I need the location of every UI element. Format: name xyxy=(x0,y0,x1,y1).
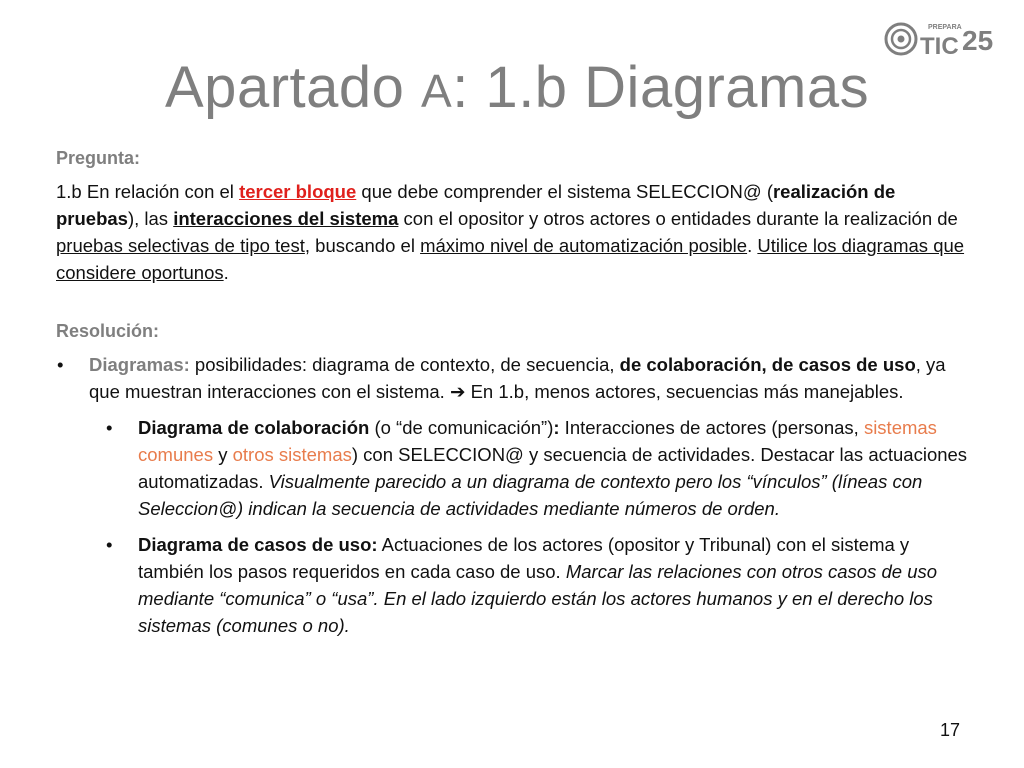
bullet-colaboracion xyxy=(56,414,976,522)
text: que debe comprender el sistema SELECCION@ ( xyxy=(356,181,773,202)
page-number: 17 xyxy=(940,720,961,740)
bullet-diagramas xyxy=(56,351,976,405)
resolucion-label: Resolución: xyxy=(56,321,160,341)
logo-small-text: PREPARA xyxy=(928,24,962,31)
text: y xyxy=(213,444,233,465)
underline-utilice: Utilice los diagramas que considere oportunos xyxy=(56,235,965,283)
orange-sistemas-comunes: sistemas comunes xyxy=(138,417,937,465)
bullet-head: Diagrama de casos de uso: xyxy=(138,534,378,555)
text: En 1.b, menos actores, secuencias más manejables. xyxy=(465,381,904,402)
text: ) con SELECCION@ y secuencia de actividades. Destacar las actuaciones automatizadas. xyxy=(138,444,968,492)
content xyxy=(56,148,976,639)
title-part-a: Apartado xyxy=(165,55,422,120)
underline-pruebas: pruebas selectivas de tipo test xyxy=(56,235,305,256)
bullet-dot: • xyxy=(106,417,113,438)
text: posibilidades: diagrama de contexto, de secuencia, xyxy=(189,354,620,375)
bold-realizacion: realización de pruebas xyxy=(56,181,896,229)
logo-text: TIC xyxy=(920,33,959,60)
text: , buscando el xyxy=(304,235,421,256)
page-title xyxy=(165,54,869,121)
logo xyxy=(884,18,1002,60)
title-part-c: : 1.b Diagramas xyxy=(452,55,870,120)
text: : xyxy=(553,417,560,438)
bullet-head: Diagrama de colaboración xyxy=(138,417,370,438)
orange-otros-sistemas: otros sistemas xyxy=(232,444,352,465)
text: ), las xyxy=(127,208,174,229)
underline-interacciones: interacciones del sistema xyxy=(173,208,399,229)
text: Interacciones de actores (personas, xyxy=(559,417,864,438)
bold-text: de colaboración, de casos de uso xyxy=(619,354,916,375)
text: (o “de comunicación”) xyxy=(369,417,554,438)
highlight-tercer-bloque: tercer bloque xyxy=(239,181,357,202)
arrow-right-icon: ➔ xyxy=(449,381,466,402)
text: Actuaciones de los actores (opositor y Tribunal) con el sistema y también los pasos requeridos en cada caso de uso. xyxy=(138,534,910,582)
text: , ya que muestran interacciones con el sistema. xyxy=(89,354,946,402)
pregunta-label: Pregunta: xyxy=(56,148,141,168)
italic-text: Marcar las relaciones con otros casos de uso mediante “comunica” o “usa”. En el lado izquierdo están los actores humanos y en el derecho los sistemas (comunes o no). xyxy=(138,561,938,636)
bullet-head: Diagramas: xyxy=(89,354,190,375)
logo-graphic xyxy=(884,18,1002,60)
logo-number: 25 xyxy=(962,25,994,56)
pregunta-text xyxy=(56,178,976,286)
bullet-casos-de-uso xyxy=(56,531,976,639)
bullet-dot: • xyxy=(106,534,113,555)
title-part-b: A xyxy=(421,65,453,117)
text: con el opositor y otros actores o entidades durante la realización de xyxy=(398,208,958,229)
text: 1.b En relación con el xyxy=(56,181,240,202)
underline-maximo: máximo nivel de automatización posible xyxy=(420,235,748,256)
text: . xyxy=(223,262,229,283)
text: . xyxy=(747,235,758,256)
italic-text: Visualmente parecido a un diagrama de contexto pero los “vínculos” (líneas con Seleccion@) indican la secuencia de actividades mediante números de orden. xyxy=(138,471,923,519)
bullet-dot: • xyxy=(57,354,64,375)
